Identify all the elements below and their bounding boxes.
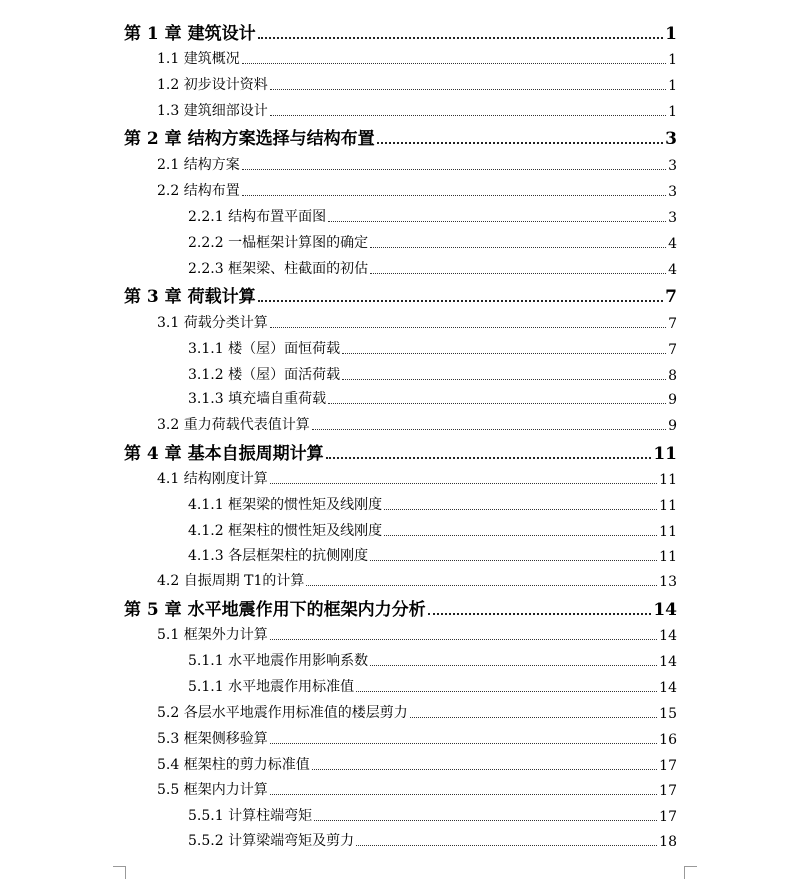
- toc-entry[interactable]: [188, 388, 677, 408]
- toc-entry[interactable]: [157, 154, 677, 174]
- toc-entry-label: 4.1.1 框架梁的惯性矩及线刚度: [188, 497, 383, 513]
- toc-entry[interactable]: [157, 48, 677, 68]
- toc-entry-label: 5.2 各层水平地震作用标准值的楼层剪力: [157, 705, 408, 721]
- leader-dots: [270, 743, 657, 744]
- toc-entry[interactable]: [157, 312, 677, 332]
- toc-page-number: 11: [659, 472, 677, 488]
- toc-page-number: 7: [668, 342, 677, 358]
- toc-page-number: 1: [665, 24, 677, 44]
- toc-entry[interactable]: [157, 100, 677, 120]
- leader-dots: [242, 169, 666, 170]
- toc-page-number: 7: [665, 287, 677, 307]
- toc-entry-label: 4.1 结构刚度计算: [157, 471, 268, 487]
- toc-entry-label: 4.2 自振周期 T1的计算: [157, 573, 305, 589]
- toc-page-number: 3: [668, 184, 677, 200]
- toc-entry-label: 3.1 荷载分类计算: [157, 315, 268, 331]
- toc-entry[interactable]: [157, 570, 677, 590]
- leader-dots: [377, 142, 664, 144]
- toc-entry[interactable]: [124, 125, 677, 149]
- toc-page-number: 17: [659, 758, 677, 774]
- leader-dots: [270, 794, 657, 795]
- leader-dots: [342, 353, 666, 354]
- toc-entry[interactable]: [188, 206, 677, 226]
- toc-entry[interactable]: [124, 20, 677, 44]
- leader-dots: [356, 845, 657, 846]
- toc-entry-label: 3.1.1 楼（屋）面恒荷载: [188, 341, 341, 357]
- toc-entry-label: 2.2.2 一榀框架计算图的确定: [188, 235, 369, 251]
- leader-dots: [270, 89, 666, 90]
- leader-dots: [312, 769, 657, 770]
- leader-dots: [306, 585, 657, 586]
- toc-entry[interactable]: [188, 545, 677, 565]
- leader-dots: [270, 639, 657, 640]
- toc-entry[interactable]: [157, 468, 677, 488]
- toc-entry-label: 3.2 重力荷载代表值计算: [157, 417, 310, 433]
- toc-page-number: 11: [659, 549, 677, 565]
- toc-entry[interactable]: [188, 232, 677, 252]
- leader-dots: [370, 560, 657, 561]
- leader-dots: [370, 665, 657, 666]
- toc-entry-label: 1.1 建筑概况: [157, 51, 240, 67]
- toc-page-number: 16: [659, 732, 677, 748]
- leader-dots: [328, 403, 666, 404]
- toc-entry[interactable]: [188, 520, 677, 540]
- toc-page-number: 1: [668, 104, 677, 120]
- toc-entry[interactable]: [124, 283, 677, 307]
- toc-entry-label: 第 1 章 建筑设计: [124, 24, 256, 44]
- toc-entry[interactable]: [188, 494, 677, 514]
- toc-page-number: 3: [665, 129, 677, 149]
- toc-page-number: 14: [653, 600, 677, 620]
- toc-entry-label: 2.2 结构布置: [157, 183, 240, 199]
- toc-entry-label: 5.5 框架内力计算: [157, 782, 268, 798]
- leader-dots: [326, 457, 652, 459]
- toc-entry-label: 5.1.1 水平地震作用影响系数: [188, 653, 369, 669]
- toc-page-number: 1: [668, 52, 677, 68]
- page-corner-mark: [113, 866, 126, 879]
- toc-entry[interactable]: [157, 728, 677, 748]
- toc-entry[interactable]: [188, 338, 677, 358]
- toc-entry-label: 1.2 初步设计资料: [157, 77, 268, 93]
- toc-entry[interactable]: [157, 180, 677, 200]
- leader-dots: [410, 717, 657, 718]
- toc-page-number: 17: [659, 783, 677, 799]
- toc-page-number: 9: [668, 418, 677, 434]
- toc-page-number: 14: [659, 654, 677, 670]
- toc-entry-label: 5.5.2 计算梁端弯矩及剪力: [188, 833, 355, 849]
- toc-entry[interactable]: [188, 258, 677, 278]
- toc-page-number: 4: [668, 262, 677, 278]
- toc-entry-label: 5.5.1 计算柱端弯矩: [188, 808, 313, 824]
- leader-dots: [370, 247, 666, 248]
- toc-entry-label: 4.1.2 框架柱的惯性矩及线刚度: [188, 523, 383, 539]
- toc-entry-label: 5.1.1 水平地震作用标准值: [188, 679, 355, 695]
- leader-dots: [328, 221, 666, 222]
- leader-dots: [242, 195, 666, 196]
- toc-entry-label: 3.1.2 楼（屋）面活荷载: [188, 367, 341, 383]
- toc-entry[interactable]: [188, 650, 677, 670]
- toc-page-number: 8: [668, 368, 677, 384]
- leader-dots: [242, 63, 666, 64]
- toc-entry-label: 5.4 框架柱的剪力标准值: [157, 757, 310, 773]
- toc-page-number: 9: [668, 392, 677, 408]
- toc-entry-label: 第 5 章 水平地震作用下的框架内力分析: [124, 600, 426, 620]
- toc-page-number: 11: [659, 498, 677, 514]
- toc-page-number: 14: [659, 680, 677, 696]
- toc-entry-label: 2.2.1 结构布置平面图: [188, 209, 327, 225]
- toc-page-number: 4: [668, 236, 677, 252]
- toc-entry-label: 2.2.3 框架梁、柱截面的初估: [188, 261, 369, 277]
- toc-entry[interactable]: [157, 779, 677, 799]
- toc-page-number: 7: [668, 316, 677, 332]
- toc-entry[interactable]: [188, 676, 677, 696]
- leader-dots: [342, 379, 666, 380]
- toc-page-number: 1: [668, 78, 677, 94]
- toc-entry[interactable]: [188, 364, 677, 384]
- toc-entry-label: 5.3 框架侧移验算: [157, 731, 268, 747]
- leader-dots: [270, 327, 666, 328]
- toc-entry[interactable]: [157, 702, 677, 722]
- toc-page-number: 11: [659, 524, 677, 540]
- toc-entry[interactable]: [124, 596, 677, 620]
- leader-dots: [258, 300, 664, 302]
- leader-dots: [370, 273, 666, 274]
- toc-entry-label: 2.1 结构方案: [157, 157, 240, 173]
- toc-page-number: 18: [659, 834, 677, 850]
- toc-entry[interactable]: [124, 440, 677, 464]
- toc-page-number: 14: [659, 628, 677, 644]
- toc-entry-label: 5.1 框架外力计算: [157, 627, 268, 643]
- toc-entry[interactable]: [188, 805, 677, 825]
- leader-dots: [384, 509, 657, 510]
- toc-page-number: 17: [659, 809, 677, 825]
- toc-entry[interactable]: [157, 624, 677, 644]
- toc-entry[interactable]: [157, 754, 677, 774]
- toc-entry[interactable]: [157, 74, 677, 94]
- toc-page-number: 3: [668, 210, 677, 226]
- leader-dots: [270, 483, 657, 484]
- leader-dots: [314, 820, 657, 821]
- toc-page-number: 13: [659, 574, 677, 590]
- page-corner-mark: [684, 866, 697, 879]
- toc-entry-label: 1.3 建筑细部设计: [157, 103, 268, 119]
- toc-page-number: 15: [659, 706, 677, 722]
- leader-dots: [384, 535, 657, 536]
- toc-page-number: 3: [668, 158, 677, 174]
- leader-dots: [270, 115, 666, 116]
- toc-entry-label: 第 3 章 荷载计算: [124, 287, 256, 307]
- leader-dots: [428, 613, 652, 615]
- toc-entry-label: 4.1.3 各层框架柱的抗侧刚度: [188, 548, 369, 564]
- toc-page-number: 11: [653, 444, 677, 464]
- leader-dots: [258, 37, 664, 39]
- toc-entry-label: 第 2 章 结构方案选择与结构布置: [124, 129, 375, 149]
- leader-dots: [312, 429, 666, 430]
- leader-dots: [356, 691, 657, 692]
- toc-entry-label: 第 4 章 基本自振周期计算: [124, 444, 324, 464]
- toc-entry[interactable]: [157, 414, 677, 434]
- toc-entry[interactable]: [188, 830, 677, 850]
- toc-entry-label: 3.1.3 填充墙自重荷载: [188, 391, 327, 407]
